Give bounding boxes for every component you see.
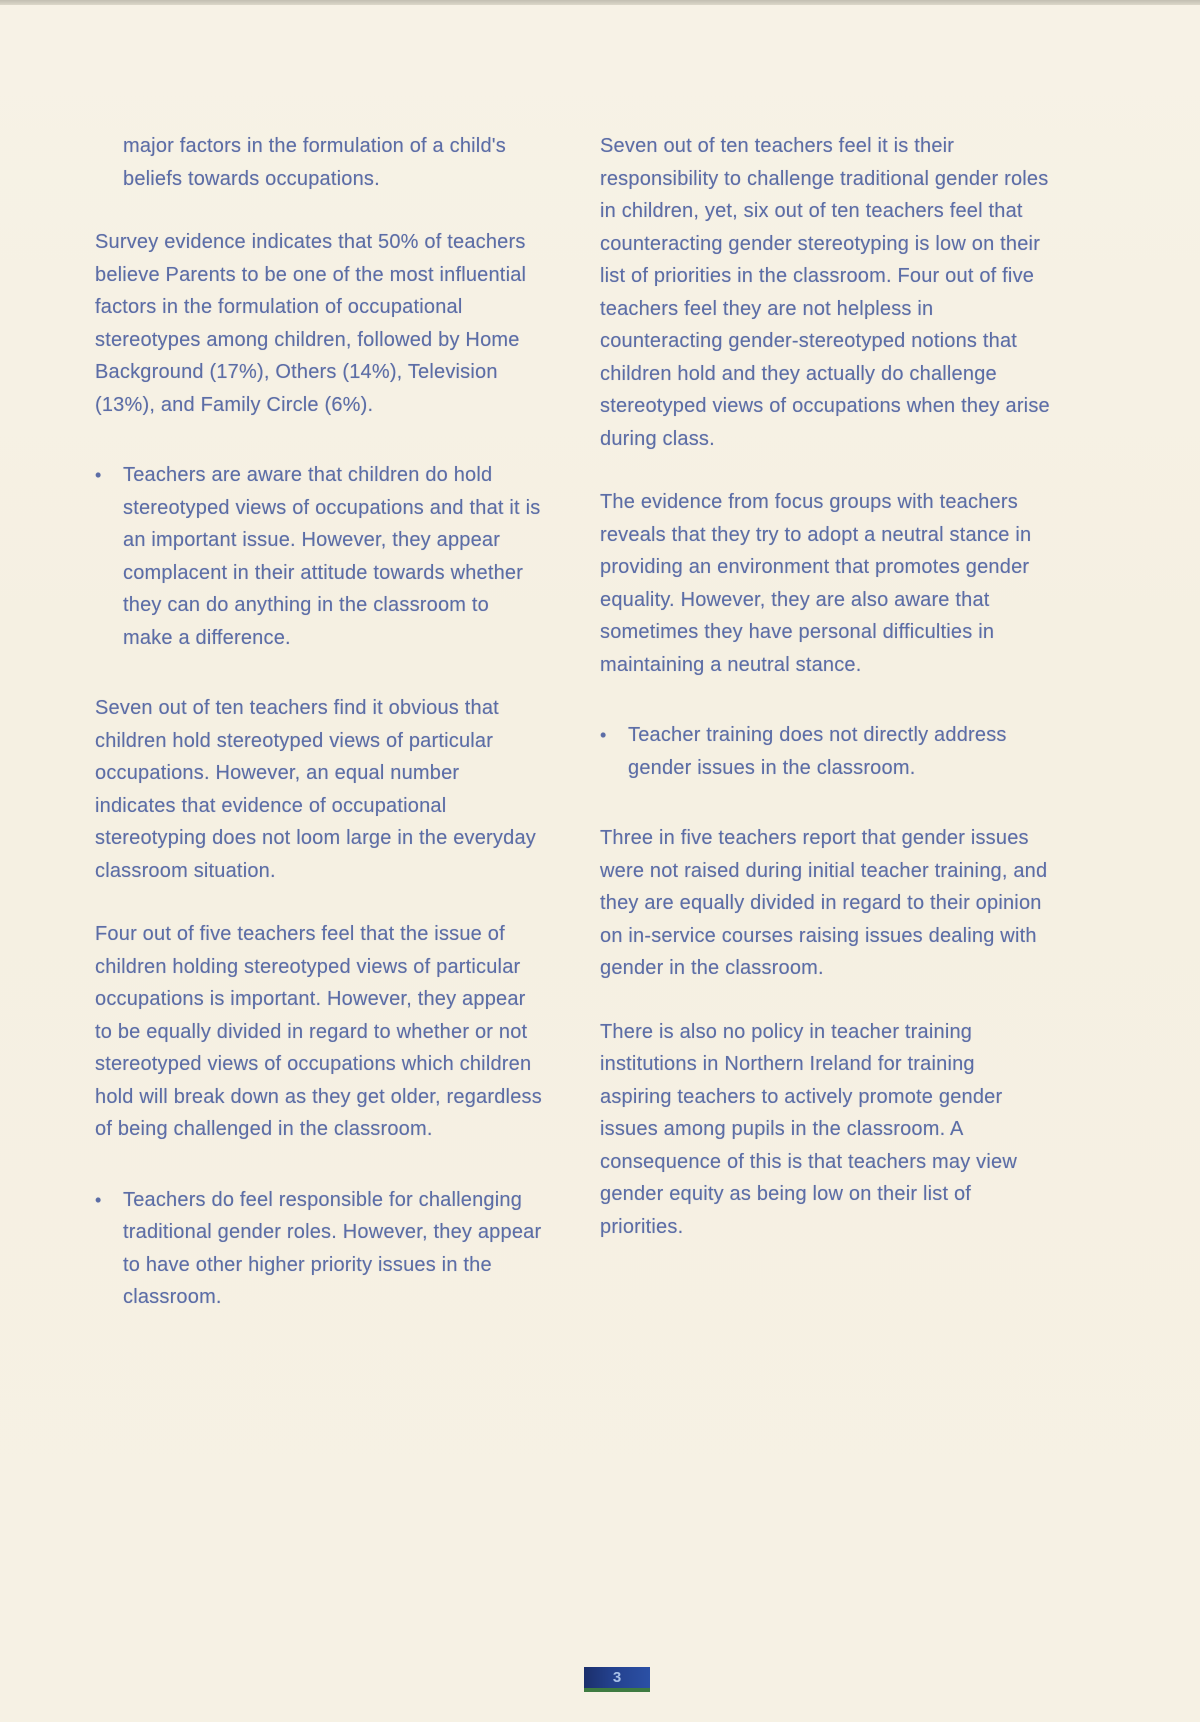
left-text-column [95, 130, 543, 1352]
bullet-item [95, 459, 543, 654]
bullet-text: Teachers are aware that children do hold stereotyped views of occupations and that it is an important issue. However, they appear complacent in their attitude towards whether they can do anything in the classroom to make a difference. [123, 464, 541, 649]
right-text-column [600, 130, 1050, 1352]
bullet-text: Teacher training does not directly address gender issues in the classroom. [628, 724, 1007, 779]
two-column-text-layout [95, 130, 1105, 1352]
text-paragraph: Seven out of ten teachers find it obvious that children hold stereotyped views of particular occupations. However, an equal number indicates that evidence of occupational stereotyping does not loom large in the everyday classroom situation. [95, 697, 536, 882]
page-number-box [584, 1667, 650, 1692]
text-paragraph: The evidence from focus groups with teachers reveals that they try to adopt a neutral stance in providing an environment that promotes gender equality. However, they are also aware that sometimes they have personal difficulties in maintaining a neutral stance. [600, 491, 1032, 676]
text-paragraph: Four out of five teachers feel that the issue of children holding stereotyped views of particular occupations is important. However, they appear to be equally divided in regard to whether or not stereotyped views of occupations which children hold will break down as they get older, regardless of being challenged in the classroom. [95, 923, 542, 1140]
bullet-icon: • [95, 1189, 102, 1210]
bullet-icon: • [600, 725, 607, 745]
bullet-text: Teachers do feel responsible for challenging traditional gender roles. However, they appear to have other higher priority issues in the classroom. [123, 1188, 542, 1308]
text-paragraph: Seven out of ten teachers feel it is their responsibility to challenge traditional gender roles in children, yet, six out of ten teachers feel that counteracting gender stereotyping is low on their list of priorities in the classroom. Four out of five teachers feel they are not helpless in counteracting gender-stereotyped notions that children hold and they actually do challenge stereotyped views of occupations when they arise during class. [600, 135, 1050, 450]
scan-top-edge [0, 0, 1200, 5]
bullet-item [95, 1184, 543, 1314]
bullet-item [600, 719, 1050, 784]
text-paragraph: Survey evidence indicates that 50% of teachers believe Parents to be one of the most influential factors in the formulation of occupational stereotypes among children, followed by Home Background (17%), Others (14%), Television (13%), and Family Circle (6%). [95, 231, 527, 416]
page-number: 3 [612, 1669, 622, 1686]
bullet-icon: • [95, 465, 102, 485]
text-paragraph: major factors in the formulation of a child's beliefs towards occupations. [123, 135, 506, 190]
text-paragraph: There is also no policy in teacher training institutions in Northern Ireland for training aspiring teachers to actively promote gender issues among pupils in the classroom. A consequence of this is that teachers may view gender equity as being low on their list of priorities. [600, 1020, 1017, 1238]
text-paragraph: Three in five teachers report that gender issues were not raised during initial teacher training, and they are equally divided in regard to their opinion on in-service courses raising issues dealing with gender in the classroom. [600, 827, 1048, 979]
